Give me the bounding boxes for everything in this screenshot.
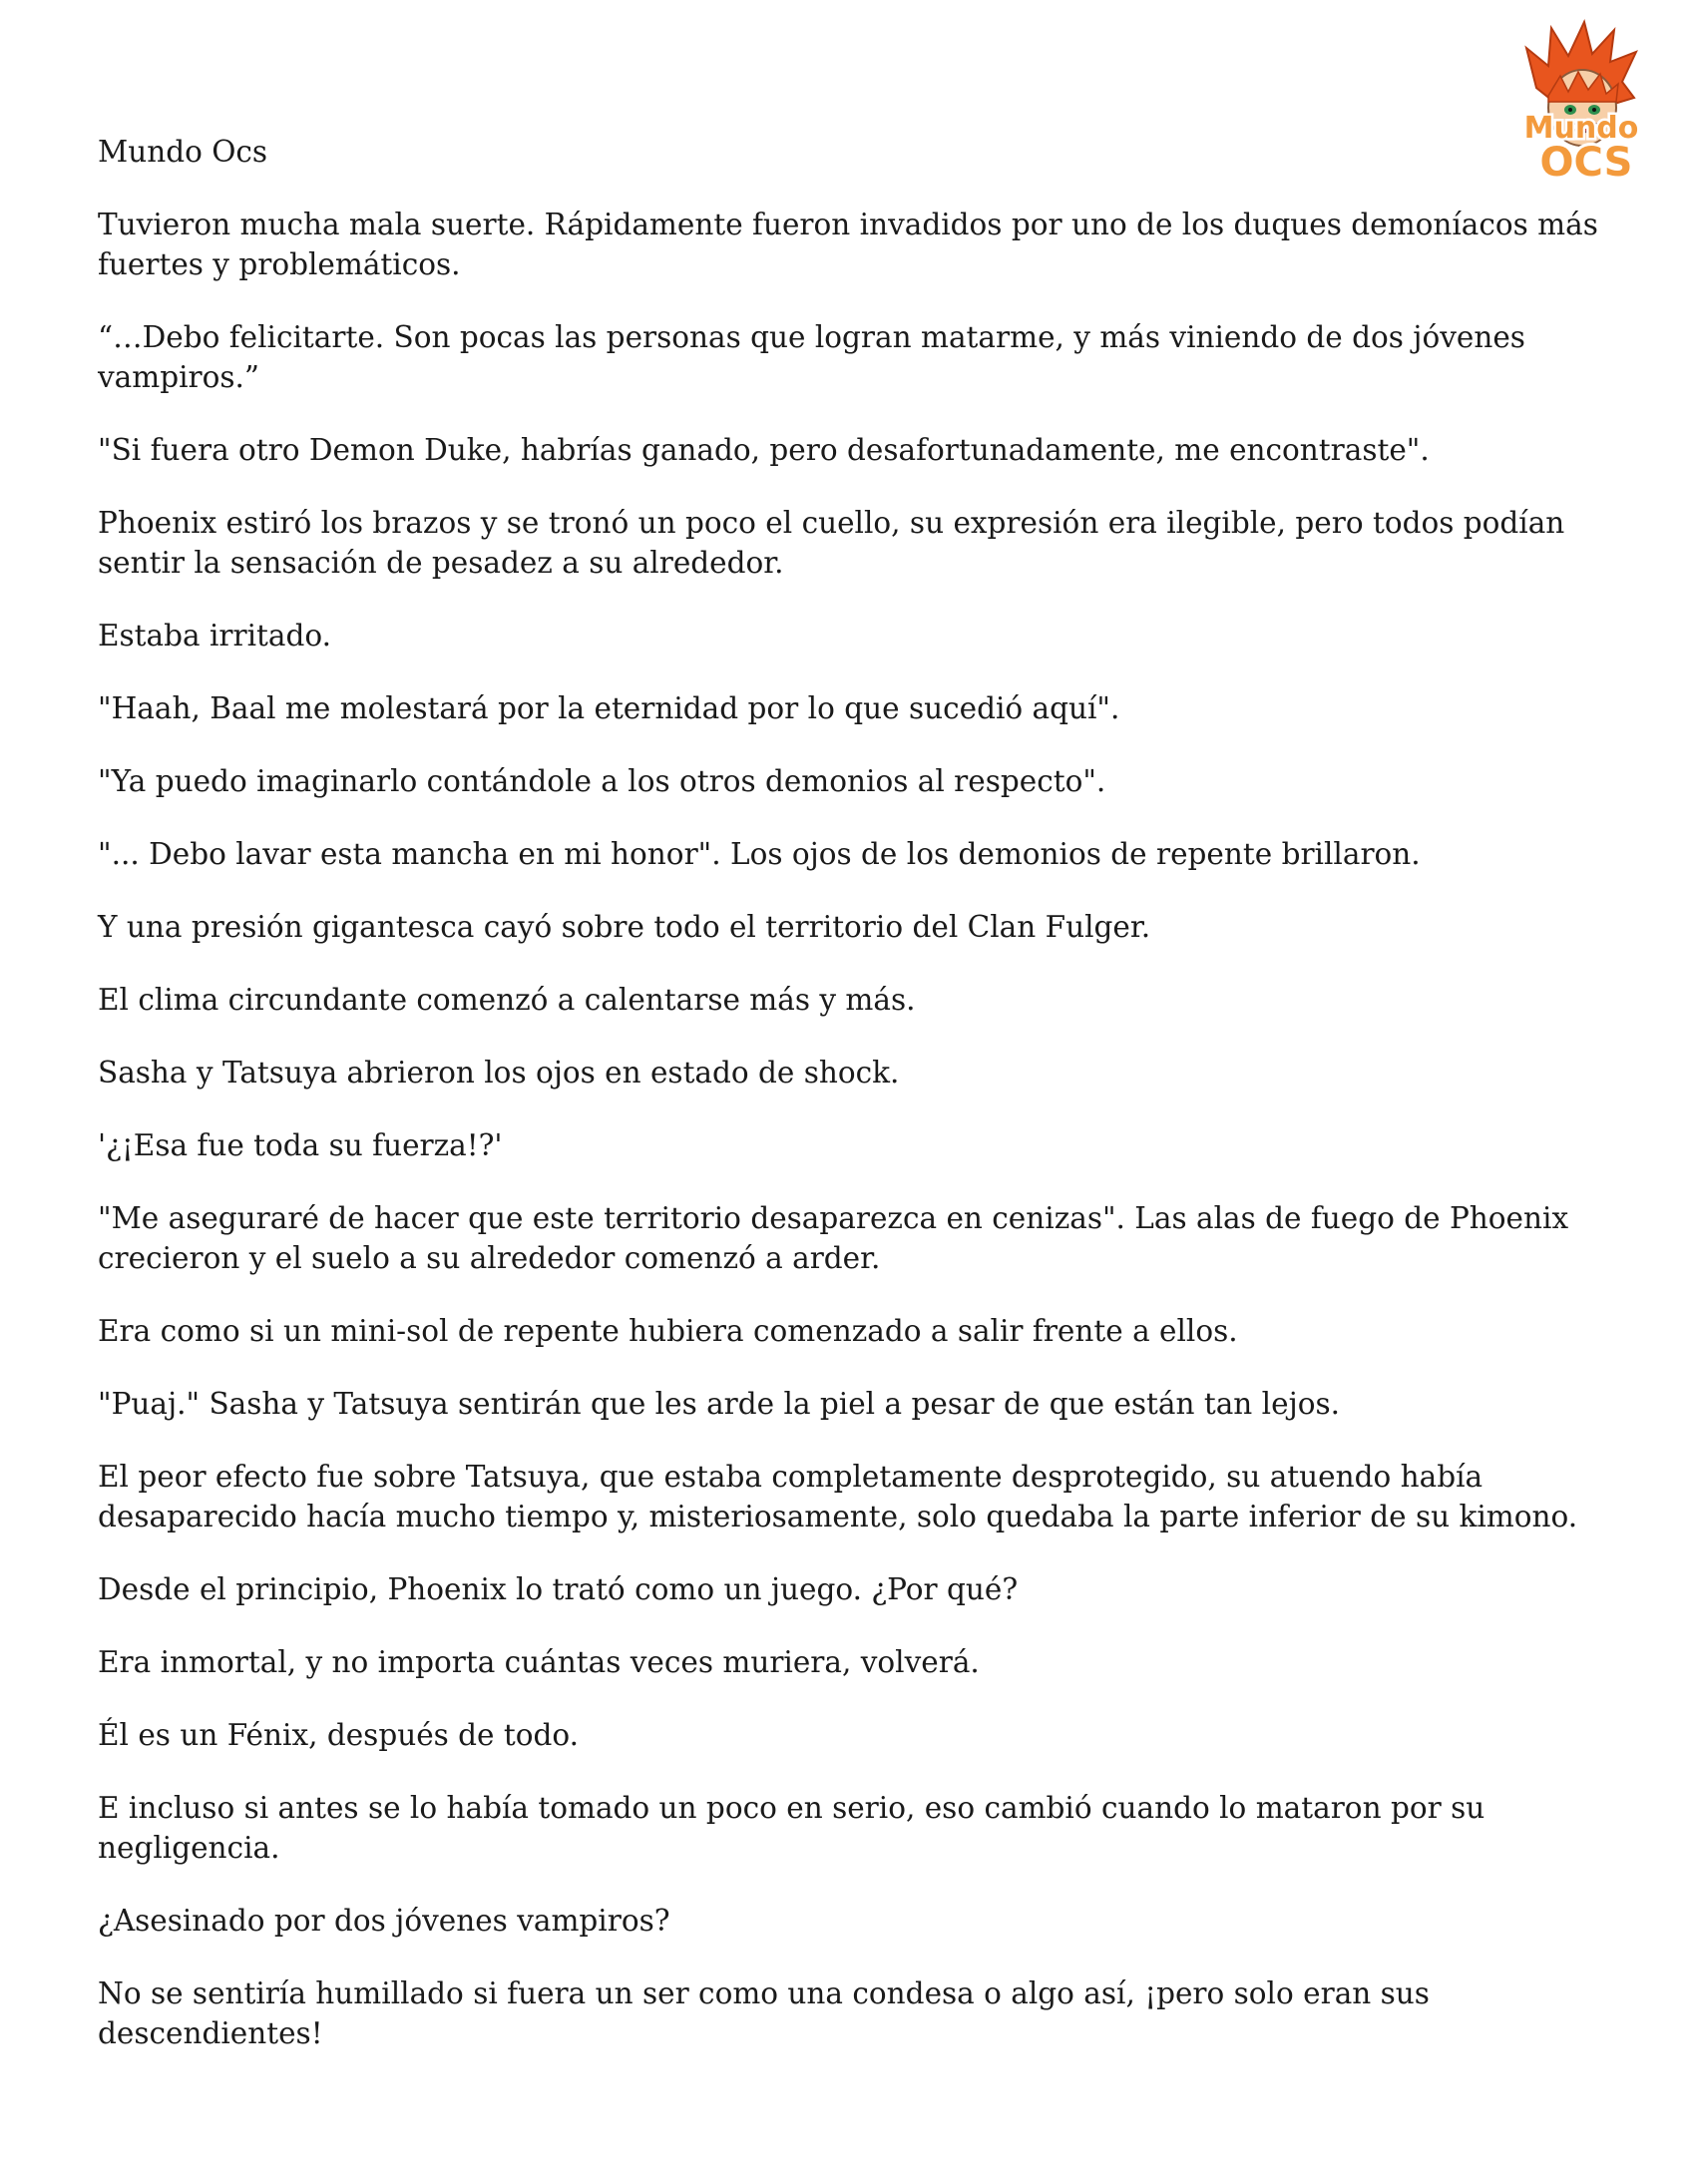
paragraph-13: "Me aseguraré de hacer que este territorio desaparezca en cenizas". Las alas de fuego de Phoenix crecieron y el suelo a su alrededor comenzó a arder. (98, 1201, 1569, 1275)
paragraph-8: "... Debo lavar esta mancha en mi honor". Los ojos de los demonios de repente brillaron. (98, 837, 1421, 871)
paragraph-22: No se sentiría humillado si fuera un ser como una condesa o algo así, ¡pero solo eran sus descendientes! (98, 1976, 1430, 2050)
paragraph-1: Tuvieron mucha mala suerte. Rápidamente fueron invadidos por uno de los duques demoníacos más fuertes y problemáticos. (98, 208, 1598, 281)
paragraph-10: El clima circundante comenzó a calentarse más y más. (98, 983, 916, 1017)
document-header: Mundo Ocs (98, 135, 268, 169)
paragraph-4: Phoenix estiró los brazos y se tronó un poco el cuello, su expresión era ilegible, pero todos podían sentir la sensación de pesadez a su alrededor. (98, 506, 1565, 580)
paragraph-5: Estaba irritado. (98, 619, 331, 653)
logo-text-line1: Mundo (1523, 111, 1639, 146)
paragraph-20: E incluso si antes se lo había tomado un poco en serio, eso cambió cuando lo mataron por su negligencia. (98, 1791, 1485, 1865)
paragraph-11: Sasha y Tatsuya abrieron los ojos en estado de shock. (98, 1056, 900, 1090)
paragraph-7: "Ya puedo imaginarlo contándole a los otros demonios al respecto". (98, 764, 1106, 798)
paragraph-2: “…Debo felicitarte. Son pocas las personas que logran matarme, y más viniendo de dos jóvenes vampiros.” (98, 320, 1525, 394)
document-body (98, 132, 1634, 2086)
paragraph-9: Y una presión gigantesca cayó sobre todo el territorio del Clan Fulger. (98, 910, 1151, 944)
paragraph-19: Él es un Fénix, después de todo. (98, 1718, 580, 1752)
paragraph-16: El peor efecto fue sobre Tatsuya, que estaba completamente desprotegido, su atuendo había desaparecido hacía mucho tiempo y, misteriosamente, solo quedaba la parte inferior de su kimono. (98, 1460, 1578, 1533)
paragraph-14: Era como si un mini-sol de repente hubiera comenzado a salir frente a ellos. (98, 1314, 1238, 1348)
paragraph-21: ¿Asesinado por dos jóvenes vampiros? (98, 1904, 670, 1938)
paragraph-12: '¿¡Esa fue toda su fuerza!?' (98, 1128, 503, 1162)
paragraph-18: Era inmortal, y no importa cuántas veces muriera, volverá. (98, 1645, 980, 1679)
paragraph-6: "Haah, Baal me molestará por la eternidad por lo que sucedió aquí". (98, 691, 1120, 725)
paragraph-17: Desde el principio, Phoenix lo trató como un juego. ¿Por qué? (98, 1572, 1019, 1606)
logo-text-line2: OCS (1539, 140, 1633, 186)
paragraph-3: "Si fuera otro Demon Duke, habrías ganado, pero desafortunadamente, me encontraste". (98, 433, 1430, 467)
paragraph-15: "Puaj." Sasha y Tatsuya sentirán que les arde la piel a pesar de que están tan lejos. (98, 1387, 1340, 1421)
